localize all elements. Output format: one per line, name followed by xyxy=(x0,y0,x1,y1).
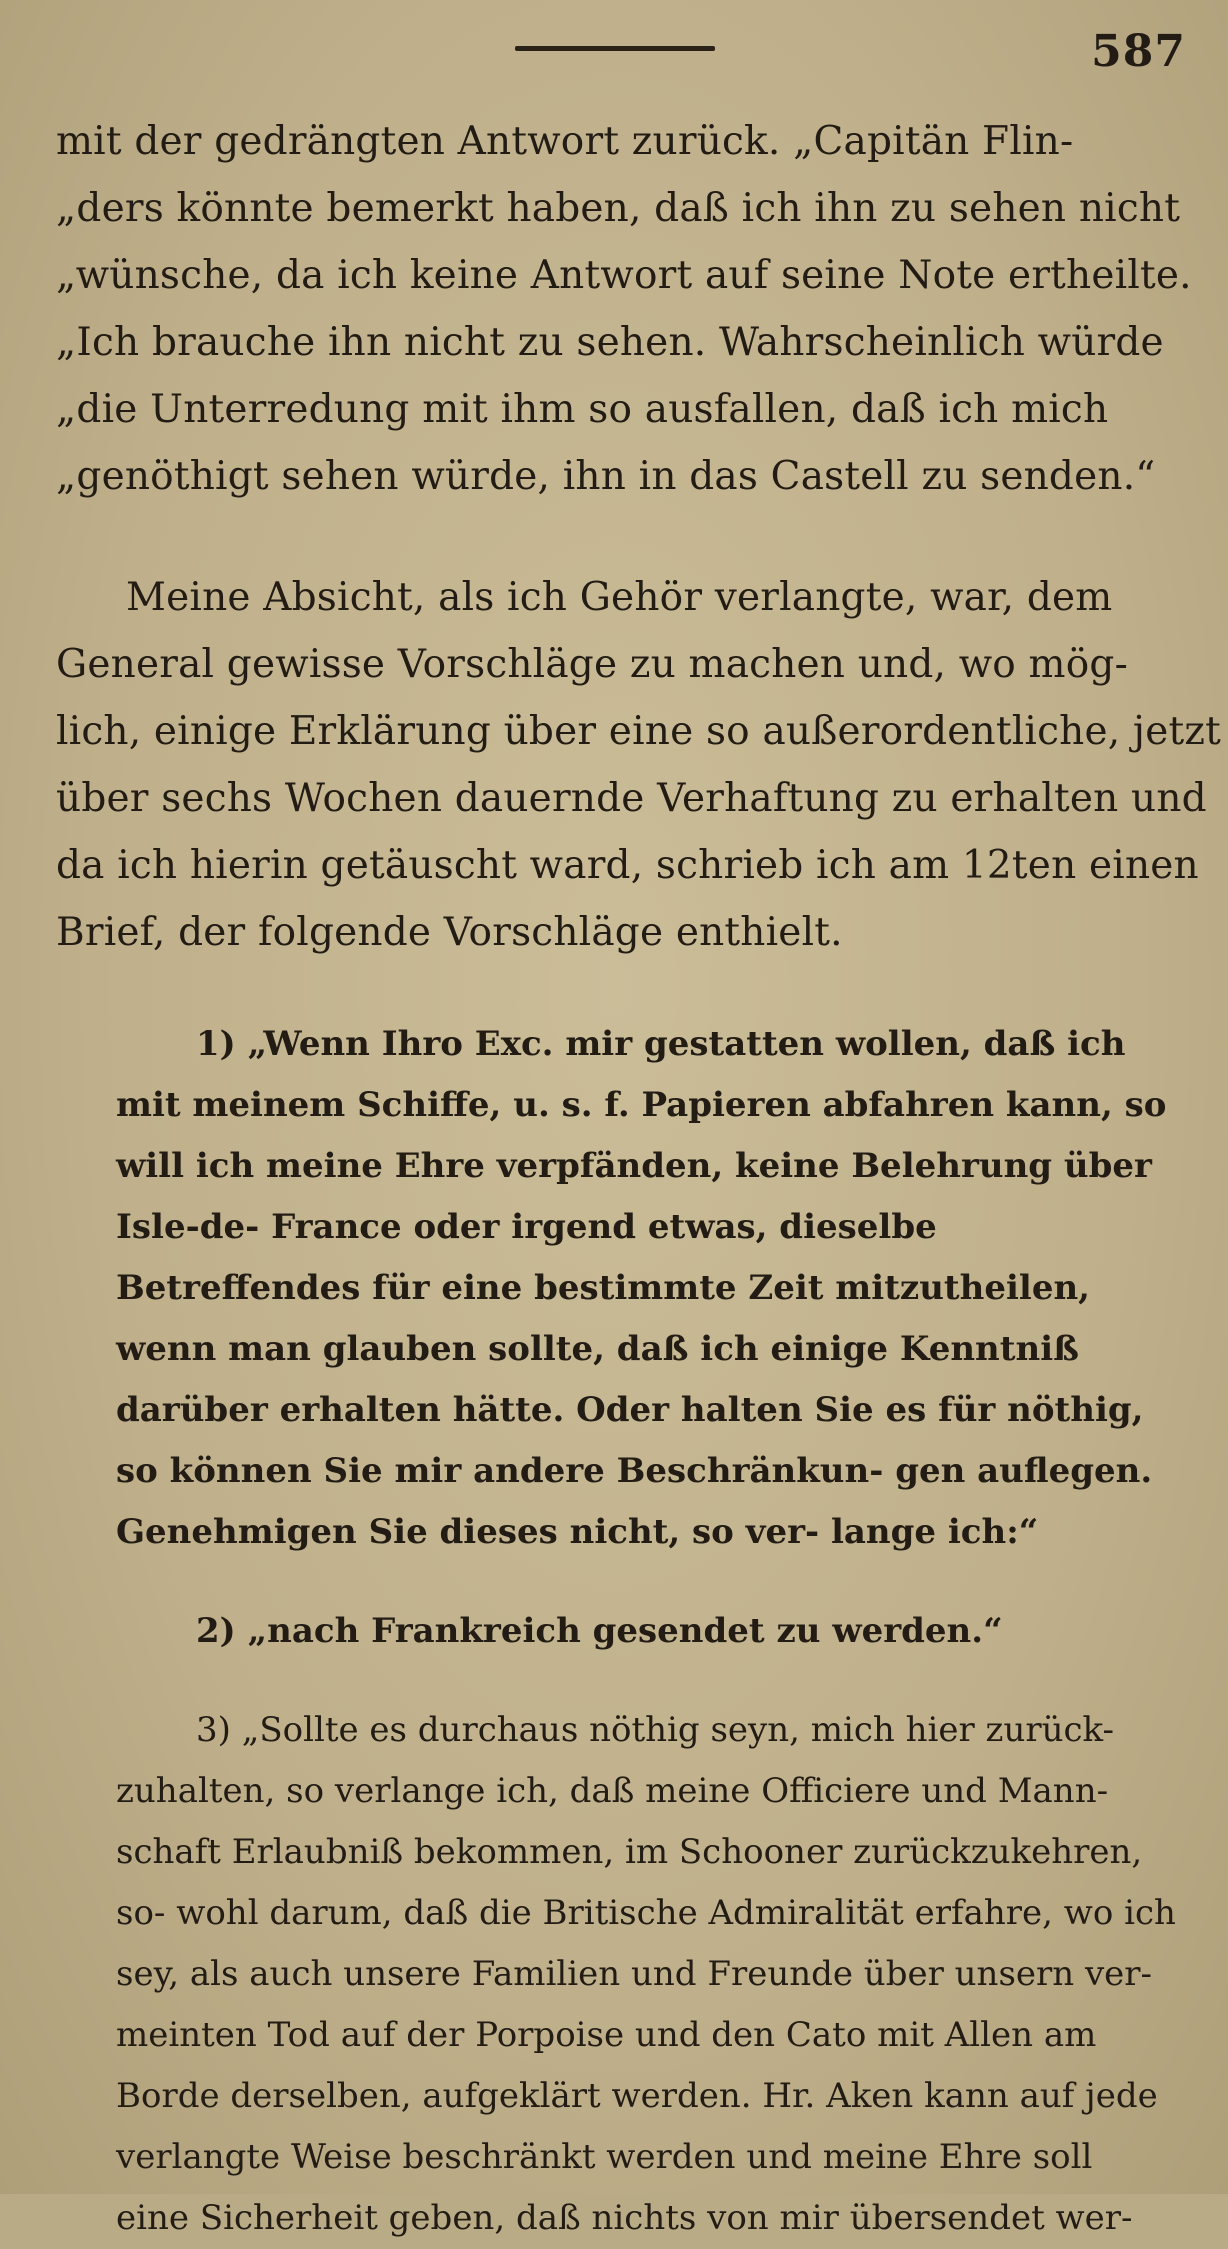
text-line: Sie es für nöthig, so können Sie mir andere Beschränkun- xyxy=(116,1390,1144,1491)
text-line: mit der gedrängten Antwort zurück. „Capitän Flin- xyxy=(56,119,1074,164)
text-line: sey, als auch unsere Familien und Freunde über unsern ver- xyxy=(116,1954,1153,1994)
text-line: schaft Erlaubniß bekommen, im Schooner zurückzukehren, so- xyxy=(116,1832,1143,1933)
paragraph-2 xyxy=(56,564,1221,966)
text-line: France oder irgend etwas, dieselbe Betreffendes für eine xyxy=(116,1207,937,1308)
text-line: am Borde derselben, aufgeklärt werden. Hr. Aken kann auf xyxy=(116,2015,1097,2116)
text-line: Meine Absicht, als ich Gehör verlangte, war, dem xyxy=(126,575,1113,620)
text-line: über sechs Wochen dauernde Verhaftung zu erhalten und xyxy=(56,776,1207,821)
text-line: gen auflegen. Genehmigen Sie dieses nicht, so ver- xyxy=(116,1451,1153,1552)
text-line: ich einige Kenntniß darüber erhalten hätte. Oder halten xyxy=(116,1329,1079,1430)
text-line: „Ich brauche ihn nicht zu sehen. Wahrscheinlich würde xyxy=(56,320,1164,365)
text-line: zuhalten, so verlange ich, daß meine Officiere und Mann- xyxy=(116,1771,1109,1811)
proposal-item-1 xyxy=(56,1014,1176,1563)
text-line: bestimmte Zeit mitzutheilen, wenn man glauben sollte, daß xyxy=(116,1268,1091,1369)
text-line: Brief, der folgende Vorschläge enthielt. xyxy=(56,910,843,955)
paragraph-gap xyxy=(56,1563,1176,1601)
text-line: 3) „Sollte es durchaus nöthig seyn, mich hier zurück- xyxy=(196,1710,1115,1750)
paragraph-gap xyxy=(56,966,1176,1014)
paragraph-gap xyxy=(56,1662,1176,1700)
text-line: meinten Tod auf der Porpoise und den Cato mit Allen xyxy=(116,2015,1034,2055)
text-line: jede verlangte Weise beschränkt werden und meine Ehre soll xyxy=(116,2076,1158,2177)
text-line: mit meinem Schiffe, u. s. f. Papieren abfahren kann, so will xyxy=(116,1085,1167,1186)
proposal-item-3 xyxy=(56,1700,1176,2249)
text-line: 2) „nach Frankreich gesendet zu werden.“ xyxy=(196,1611,1003,1651)
text-line: General gewisse Vorschläge zu machen und, wo mög- xyxy=(56,642,1128,687)
paragraph-gap xyxy=(56,510,1176,564)
text-line: lich, einige Erklärung über eine so außerordentliche, jetzt xyxy=(56,709,1221,754)
text-line: „genöthigt sehen würde, ihn in das Castell zu senden.“ xyxy=(56,454,1156,499)
text-line: „die Unterredung mit ihm so ausfallen, daß ich mich xyxy=(56,387,1109,432)
proposal-item-2 xyxy=(56,1601,1176,1662)
text-line: wohl darum, daß die Britische Admiralität erfahre, wo ich xyxy=(176,1893,1176,1933)
text-line: „ders könnte bemerkt haben, daß ich ihn zu sehen nicht xyxy=(56,186,1181,231)
header-rule xyxy=(515,46,715,51)
paragraph-1 xyxy=(56,108,1192,510)
text-line: da ich hierin getäuscht ward, schrieb ich am 12ten einen xyxy=(56,843,1199,888)
text-line: „wünsche, da ich keine Antwort auf seine Note ertheilte. xyxy=(56,253,1192,298)
text-line: lange ich:“ xyxy=(830,1512,1039,1552)
text-line: eine Sicherheit geben, daß nichts von mir übersendet wer- xyxy=(116,2198,1133,2238)
text-line: 1) „Wenn Ihro Exc. mir gestatten wollen, daß ich xyxy=(196,1024,1126,1064)
page-number: 587 xyxy=(1091,26,1186,77)
body-text xyxy=(56,108,1221,2249)
text-line: ich meine Ehre verpfänden, keine Belehrung über Isle-de- xyxy=(116,1146,1152,1247)
